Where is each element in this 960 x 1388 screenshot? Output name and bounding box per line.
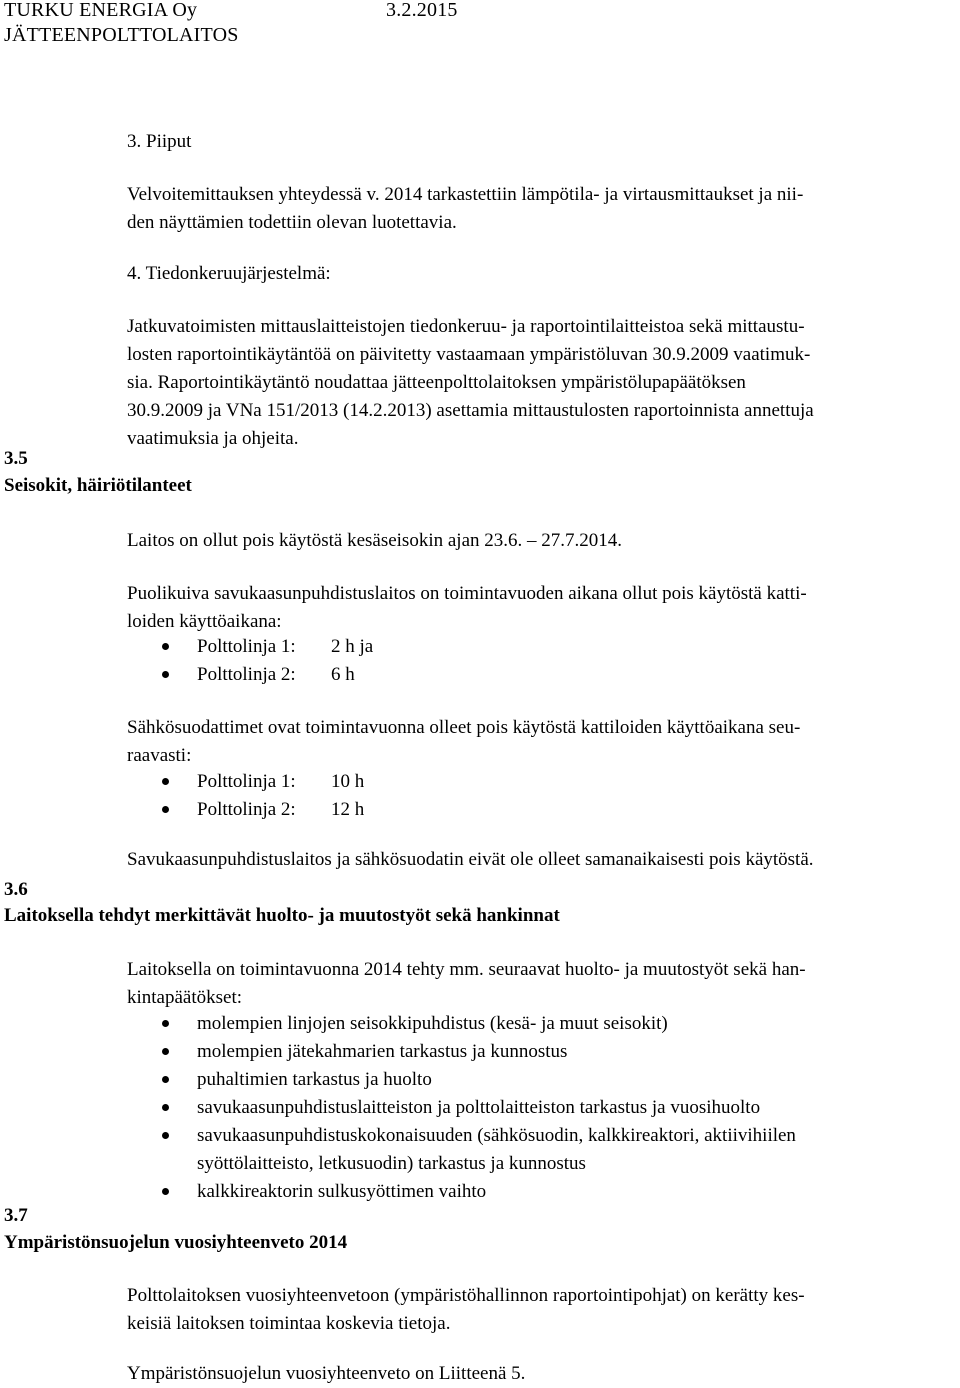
- section-3-6-title: Laitoksella tehdyt merkittävät huolto- ja muutostyöt sekä hankinnat: [4, 905, 560, 926]
- list-item-text: kalkkireaktorin sulkusyöttimen vaihto: [197, 1181, 487, 1202]
- piiput-line-2: den näyttämien todettiin olevan luotettavia.: [127, 212, 457, 233]
- bullet-icon: [162, 1076, 169, 1083]
- line-value: 2 h ja: [331, 636, 374, 657]
- semidry-intro: [127, 580, 807, 636]
- section-3-6-intro-line-1: Laitoksella on toimintavuonna 2014 tehty mm. seuraavat huolto- ja muutostyöt sekä han-: [127, 959, 806, 980]
- list-item-text: molempien jätekahmarien tarkastus ja kunnostus: [197, 1041, 568, 1062]
- list-item: [162, 1038, 796, 1066]
- line-label: Polttolinja 2:: [197, 799, 296, 820]
- section-3-6-intro-line-2: kintapäätökset:: [127, 987, 243, 1008]
- list-item-text: puhaltimien tarkastus ja huolto: [197, 1069, 432, 1090]
- semidry-intro-line-2: loiden käyttöaikana:: [127, 611, 282, 632]
- esp-intro-line-2: raavasti:: [127, 745, 192, 766]
- list-item: [162, 1094, 796, 1122]
- piiput-heading: 3. Piiput: [127, 131, 192, 152]
- line-value: 6 h: [331, 664, 355, 685]
- bullet-icon: [162, 1104, 169, 1111]
- list-item-text: savukaasunpuhdistuslaitteiston ja polttolaitteiston tarkastus ja vuosihuolto: [197, 1097, 761, 1118]
- attachment-text: Ympäristönsuojelun vuosiyhteenveto on Liitteenä 5.: [127, 1363, 526, 1384]
- tiedonkeruu-line-5: vaatimuksia ja ohjeita.: [127, 428, 299, 449]
- tiedonkeruu-heading: 4. Tiedonkeruujärjestelmä:: [127, 263, 331, 284]
- esp-intro: [127, 714, 800, 770]
- conclusion-text: Savukaasunpuhdistuslaitos ja sähkösuodatin eivät ole olleet samanaikaisesti pois käytöstä.: [127, 849, 814, 870]
- line-label: Polttolinja 2:: [197, 664, 296, 685]
- bullet-icon: [162, 1048, 169, 1055]
- section-3-7-line-2: keisiä laitoksen toimintaa koskevia tietoja.: [127, 1313, 451, 1334]
- line-label: Polttolinja 1:: [197, 771, 296, 792]
- list-item: [162, 1066, 796, 1094]
- section-3-6-intro: [127, 956, 806, 1012]
- line-value: 10 h: [331, 771, 365, 792]
- list-item-text: savukaasunpuhdistuskokonaisuuden (sähkösuodin, kalkkireaktori, aktiivihiilen: [197, 1125, 796, 1146]
- list-item-text-continued: syöttölaitteisto, letkusuodin) tarkastus ja kunnostus: [197, 1153, 586, 1174]
- header-plant: JÄTTEENPOLTTOLAITOS: [4, 24, 239, 46]
- list-item: [162, 796, 364, 824]
- maintenance-list: [162, 1010, 796, 1206]
- list-item: [162, 633, 373, 661]
- list-item: [162, 768, 364, 796]
- list-item: [162, 661, 373, 689]
- section-3-7-line-1: Polttolaitoksen vuosiyhteenvetoon (ympäristöhallinnon raportointipohjat) on kerätty kes-: [127, 1285, 805, 1306]
- header-company: TURKU ENERGIA Oy: [4, 0, 198, 21]
- section-3-7-title: Ympäristönsuojelun vuosiyhteenveto 2014: [4, 1232, 348, 1253]
- piiput-text: [127, 181, 803, 237]
- section-3-5-title: Seisokit, häiriötilanteet: [4, 475, 192, 496]
- tiedonkeruu-text: [127, 313, 814, 453]
- list-item: [162, 1122, 796, 1178]
- esp-list: [162, 768, 364, 824]
- bullet-icon: [162, 1188, 169, 1195]
- bullet-icon: [162, 778, 169, 785]
- tiedonkeruu-line-3: sia. Raportointikäytäntö noudattaa jätteenpolttolaitoksen ympäristölupapäätöksen: [127, 372, 746, 393]
- bullet-icon: [162, 1132, 169, 1139]
- section-3-7-number: 3.7: [4, 1205, 28, 1226]
- tiedonkeruu-line-2: losten raportointikäytäntöä on päivitetty vastaamaan ympäristöluvan 30.9.2009 vaatimuk-: [127, 344, 811, 365]
- list-item: [162, 1010, 796, 1038]
- semidry-list: [162, 633, 373, 689]
- list-item-text: molempien linjojen seisokkipuhdistus (kesä- ja muut seisokit): [197, 1013, 668, 1034]
- line-label: Polttolinja 1:: [197, 636, 296, 657]
- line-value: 12 h: [331, 799, 365, 820]
- summer-shutdown-text: Laitos on ollut pois käytöstä kesäseisokin ajan 23.6. – 27.7.2014.: [127, 530, 623, 551]
- esp-intro-line-1: Sähkösuodattimet ovat toimintavuonna olleet pois käytöstä kattiloiden käyttöaikana seu-: [127, 717, 801, 738]
- section-3-6-number: 3.6: [4, 879, 28, 900]
- section-3-7-text: [127, 1282, 805, 1338]
- list-item: [162, 1178, 796, 1206]
- section-3-5-number: 3.5: [4, 448, 28, 469]
- tiedonkeruu-line-4: 30.9.2009 ja VNa 151/2013 (14.2.2013) asettamia mittaustulosten raportoinnista annettuja: [127, 400, 814, 421]
- piiput-line-1: Velvoitemittauksen yhteydessä v. 2014 tarkastettiin lämpötila- ja virtausmittaukset ja nii-: [127, 184, 804, 205]
- bullet-icon: [162, 671, 169, 678]
- bullet-icon: [162, 806, 169, 813]
- bullet-icon: [162, 643, 169, 650]
- tiedonkeruu-line-1: Jatkuvatoimisten mittauslaitteistojen tiedonkeruu- ja raportointilaitteistoa sekä mittaustu-: [127, 316, 805, 337]
- bullet-icon: [162, 1020, 169, 1027]
- semidry-intro-line-1: Puolikuiva savukaasunpuhdistuslaitos on toimintavuoden aikana ollut pois käytöstä katti-: [127, 583, 807, 604]
- header-date: 3.2.2015: [386, 0, 458, 21]
